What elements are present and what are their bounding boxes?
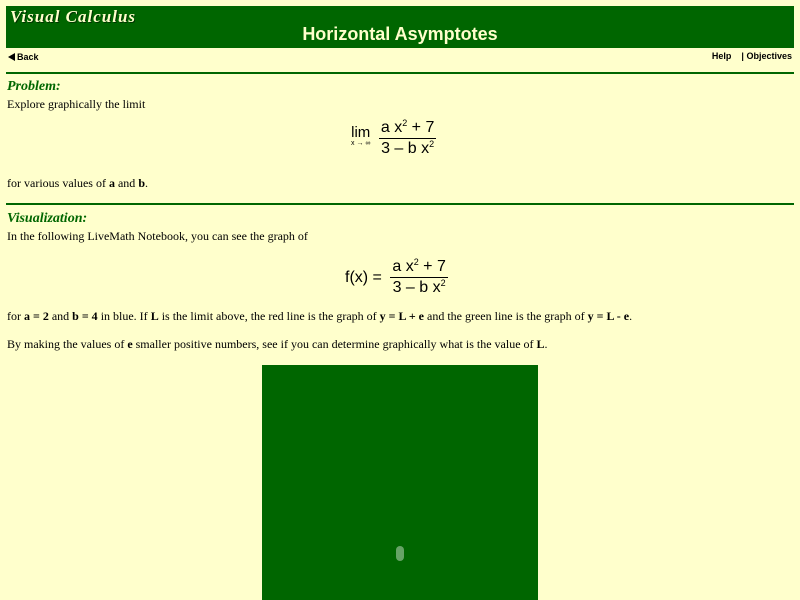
brand-logo: Visual Calculus [10, 7, 137, 26]
visualization-heading: Visualization: [7, 211, 88, 226]
limit-fraction: $\frac{a x^2 + 7}{3 - b x^2}$ [380, 118, 435, 157]
page-title: Horizontal Asymptotes [302, 24, 498, 44]
objectives-link[interactable]: Objectives [746, 51, 792, 61]
visualization-paragraph-1: for a = 2 and b = 4 in blue. If L is the limit above, the red line is the graph of y = L + e and the green line is the graph of y = L - e. [7, 309, 633, 323]
visualization-paragraph-2: By making the values of e smaller positive numbers, see if you can determine graphically what is the value of L. [7, 337, 548, 351]
problem-intro: Explore graphically the limit [7, 97, 146, 111]
divider [6, 203, 794, 205]
back-link[interactable] [8, 52, 39, 62]
link-separator: | [741, 51, 744, 61]
fx-label: f(x) = [345, 268, 382, 286]
livemath-notebook[interactable] [262, 365, 538, 600]
help-link[interactable]: Help [711, 51, 732, 61]
function-fraction: $\frac{a x^2 + 7}{3 - b x^2}$ [392, 257, 446, 296]
back-label: Back [17, 52, 39, 62]
function-expression [345, 258, 448, 297]
problem-outro: for various values of a and b. [7, 176, 148, 190]
top-links [712, 51, 792, 61]
divider [6, 72, 794, 74]
visualization-intro: In the following LiveMath Notebook, you can see the graph of [7, 229, 308, 243]
lim-operator: lim x → ∞ [351, 123, 371, 147]
plugin-placeholder-icon [396, 546, 404, 561]
back-arrow-icon [8, 53, 15, 61]
problem-heading: Problem: [7, 79, 61, 94]
limit-expression [351, 119, 436, 158]
header-banner [6, 6, 794, 48]
